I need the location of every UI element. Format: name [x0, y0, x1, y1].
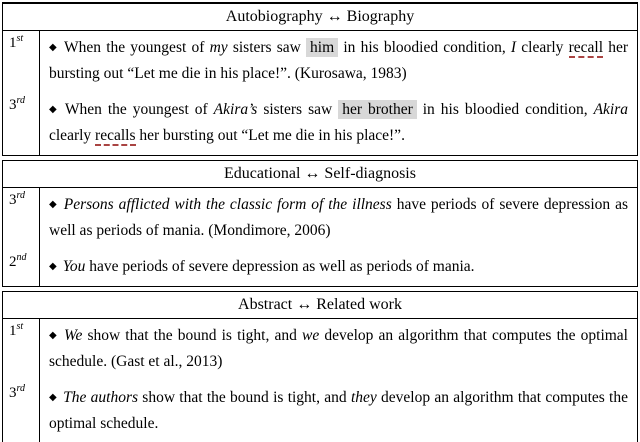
text-segment: sisters saw — [227, 39, 307, 56]
example-row — [3, 188, 637, 250]
ordinal-number: 2 — [9, 254, 17, 270]
example-sentence — [40, 381, 637, 442]
person-ordinal-label — [3, 250, 40, 286]
text-segment: have periods of severe depression as well as periods of mania. — [85, 258, 475, 275]
example-sentence — [40, 31, 637, 93]
ordinal-suffix: rd — [16, 190, 26, 201]
ordinal-number: 3 — [9, 385, 17, 401]
text-segment: have periods of severe depression as well as periods of mania. (Mondimore, 2006) — [49, 196, 628, 239]
italic-phrase: The authors — [63, 389, 139, 406]
highlighted-phrase: her brother — [338, 100, 417, 119]
italic-phrase: my — [209, 39, 228, 56]
example-sentence — [40, 250, 637, 286]
italic-phrase: Persons afflicted with the classic form of the illness — [63, 196, 392, 213]
ordinal-number: 3 — [9, 97, 17, 113]
text-segment: in his bloodied condition, — [338, 39, 511, 56]
ordinal-suffix: rd — [16, 95, 26, 106]
highlighted-phrase: him — [306, 38, 338, 57]
text-segment: show that the bound is tight, and — [82, 327, 302, 344]
ordinal-suffix: st — [16, 33, 24, 44]
person-ordinal-label — [3, 93, 40, 155]
text-segment: clearly — [49, 127, 96, 144]
text-segment: When the youngest of — [64, 101, 214, 118]
example-sentence — [40, 93, 637, 155]
text-segment: sisters saw — [257, 101, 339, 118]
diamond-bullet-icon: ◆ — [49, 392, 58, 403]
diamond-bullet-icon: ◆ — [49, 199, 58, 210]
ordinal-suffix: rd — [16, 383, 26, 394]
italic-phrase: You — [62, 258, 86, 275]
italic-phrase: We — [63, 327, 83, 344]
person-ordinal-label — [3, 319, 40, 381]
ordinal-number: 1 — [9, 323, 17, 339]
diamond-bullet-icon: ◆ — [49, 261, 57, 272]
ordinal-number: 3 — [9, 192, 17, 208]
example-sentence — [40, 188, 637, 250]
italic-phrase: they — [350, 389, 377, 406]
person-ordinal-label — [3, 188, 40, 250]
dashed-underlined-word: recalls — [95, 127, 136, 144]
example-table-section — [2, 291, 638, 442]
example-table-section — [2, 2, 638, 156]
example-row — [3, 319, 637, 381]
dashed-underlined-word: recall — [568, 39, 604, 56]
text-segment: show that the bound is tight, and — [138, 389, 351, 406]
text-segment: in his bloodied condition, — [416, 101, 594, 118]
ordinal-suffix: st — [16, 321, 24, 332]
section-title: Educational ↔ Self-diagnosis — [3, 161, 637, 188]
example-row — [3, 381, 637, 442]
italic-phrase: we — [302, 327, 320, 344]
diamond-bullet-icon: ◆ — [49, 104, 59, 115]
diamond-bullet-icon: ◆ — [49, 330, 58, 341]
example-sentence — [40, 319, 637, 381]
example-row — [3, 31, 637, 93]
text-segment: When the youngest of — [64, 39, 210, 56]
ordinal-suffix: nd — [16, 252, 27, 263]
person-ordinal-label — [3, 381, 40, 442]
text-segment: her bursting out “Let me die in his place!”. (Kurosawa, 1983) — [49, 39, 629, 82]
italic-phrase: I — [510, 39, 517, 56]
example-row — [3, 93, 637, 155]
text-segment: clearly — [516, 39, 569, 56]
text-segment: develop an algorithm that computes the optimal schedule. — [49, 389, 628, 432]
text-segment: develop an algorithm that computes the optimal schedule. (Gast et al., 2013) — [49, 327, 628, 370]
italic-phrase: Akira’s — [213, 101, 258, 118]
person-ordinal-label — [3, 31, 40, 93]
italic-phrase: Akira — [593, 101, 629, 118]
example-row — [3, 250, 637, 286]
diamond-bullet-icon: ◆ — [49, 42, 58, 53]
text-segment: her bursting out “Let me die in his place!”. — [135, 127, 405, 144]
section-title: Abstract ↔ Related work — [3, 292, 637, 319]
ordinal-number: 1 — [9, 35, 17, 51]
example-table-section — [2, 160, 638, 287]
section-title: Autobiography ↔ Biography — [3, 4, 637, 31]
